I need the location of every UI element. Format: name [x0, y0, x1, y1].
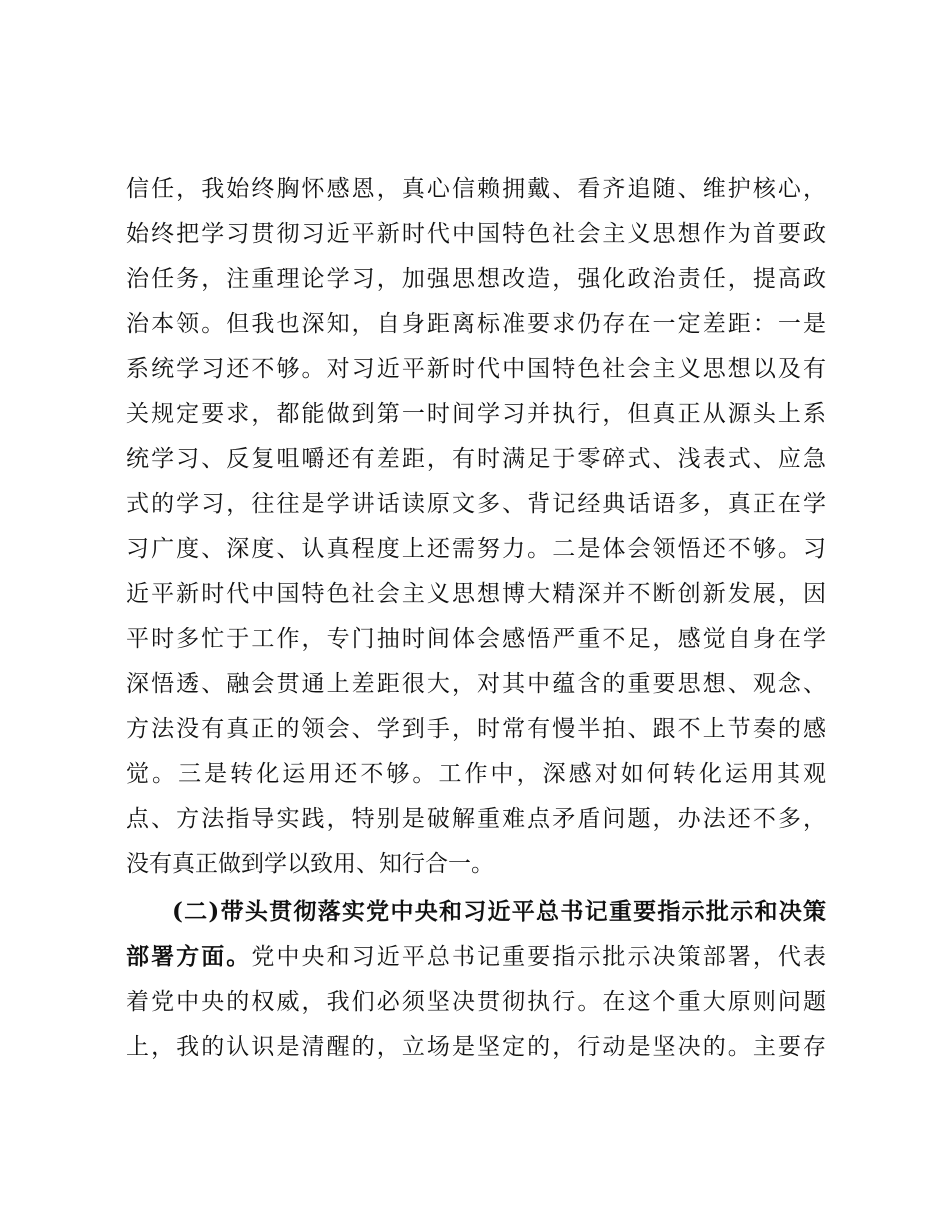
paragraph-line: 没有真正做到学以致用、知行合一。 [126, 851, 494, 877]
paragraph-line: 深悟透、融会贯通上差距很大，对其中蕴含的重要思想、观念、 [126, 671, 826, 697]
paragraph-line: 关规定要求，都能做到第一时间学习并执行，但真正从源头上系 [126, 401, 826, 427]
paragraph-line: 着党中央的权威，我们必须坚决贯彻执行。在这个重大原则问题 [126, 989, 826, 1015]
paragraph-line: 治任务，注重理论学习，加强思想改造，强化政治责任，提高政 [126, 266, 826, 292]
paragraph-line: 近平新时代中国特色社会主义思想博大精深并不断创新发展，因 [126, 581, 826, 607]
paragraph-text: 党中央和习近平总书记重要指示批示决策部署，代表 [251, 944, 827, 970]
paragraph-line: 觉。三是转化运用还不够。工作中，深感对如何转化运用其观 [126, 761, 826, 787]
paragraph-line: 治本领。但我也深知，自身距离标准要求仍存在一定差距：一是 [126, 311, 826, 337]
paragraph-line: 习广度、深度、认真程度上还需努力。二是体会领悟还不够。习 [126, 536, 826, 562]
paragraph-line: 信任，我始终胸怀感恩，真心信赖拥戴、看齐追随、维护核心， [126, 176, 826, 202]
section-heading-continuation: 部署方面。 [126, 943, 252, 970]
paragraph-line: 系统学习还不够。对习近平新时代中国特色社会主义思想以及有 [126, 356, 826, 382]
section-heading-line: (二)带头贯彻落实党中央和习近平总书记重要指示批示和决策 [172, 898, 826, 925]
paragraph-line: 始终把学习贯彻习近平新时代中国特色社会主义思想作为首要政 [126, 221, 826, 247]
paragraph-line: 点、方法指导实践，特别是破解重难点矛盾问题，办法还不多， [126, 806, 826, 832]
paragraph-line: 上，我的认识是清醒的，立场是坚定的，行动是坚决的。主要存 [126, 1034, 826, 1060]
paragraph-line: 统学习、反复咀嚼还有差距，有时满足于零碎式、浅表式、应急 [126, 446, 826, 472]
paragraph-line [126, 935, 826, 979]
paragraph-line: 式的学习，往往是学讲话读原文多、背记经典话语多，真正在学 [126, 491, 826, 517]
paragraph-line: 方法没有真正的领会、学到手，时常有慢半拍、跟不上节奏的感 [126, 716, 826, 742]
paragraph-line: 平时多忙于工作，专门抽时间体会感悟严重不足，感觉自身在学 [126, 626, 826, 652]
